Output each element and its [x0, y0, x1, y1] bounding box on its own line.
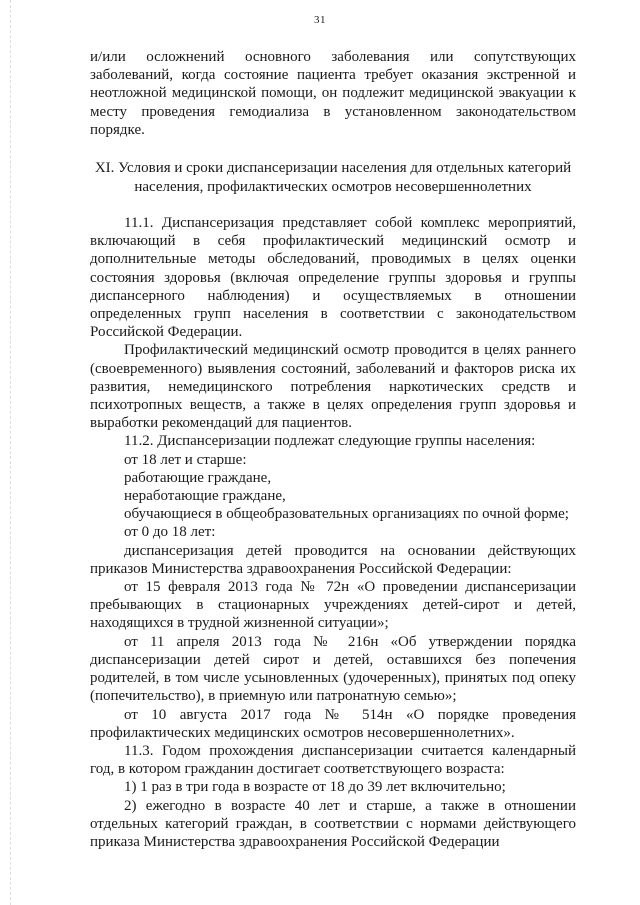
list-item-2: 2) ежегодно в возрасте 40 лет и старше, а также в отношении отдельных категорий граждан, в соответствии с нормами действующего приказа Министерства здравоохранения Российской Федерации [90, 797, 576, 850]
paragraph-preventive-exam: Профилактический медицинский осмотр проводится в целях раннего (своевременного) выявления состояний, заболеваний и факторов риска их развития, немедицинского потребления наркотических средств и психотропных веществ, а также в целях определения групп здоровья и выработки рекомендаций для пациентов. [90, 342, 576, 432]
section-heading [90, 159, 576, 196]
paragraph-11-1: 11.1. Диспансеризация представляет собой комплекс мероприятий, включающий в себя профилактический медицинский осмотр и дополнительные методы обследований, проводимых в целях оценки состояния здоровья (включая определение группы здоровья и группы диспансерного наблюдения) и осуществляемых в отношении определенных групп населения в соответствии с законодательством Российской Федерации. [90, 215, 576, 341]
list-item-0-18: от 0 до 18 лет: [124, 524, 216, 541]
paragraph-order-72n: от 15 февраля 2013 года № 72н «О проведении диспансеризации пребывающих в стационарных учреждениях детей-сирот и детей, находящихся в трудной жизненной ситуации»; [90, 579, 576, 632]
list-item-working: работающие граждане, [124, 469, 272, 486]
paragraph-11-3: 11.3. Годом прохождения диспансеризации считается календарный год, в котором гражданин достигает соответствующего возраста: [90, 742, 576, 778]
list-item-18-plus: от 18 лет и старше: [124, 451, 247, 468]
paragraph-11-2: 11.2. Диспансеризации подлежат следующие группы населения: [124, 433, 536, 450]
section-title-line-1: XI. Условия и сроки диспансеризации населения для отдельных категорий [94, 160, 572, 177]
page-number: 31 [314, 14, 326, 26]
continuation-paragraph: и/или осложнений основного заболевания или сопутствующих заболеваний, когда состояние пациента требует оказания экстренной и неотложной медицинской помощи, он подлежит медицинской эвакуации к месту проведения гемодиализа в установленном законодательством порядке. [90, 49, 576, 138]
list-item-nonworking: неработающие граждане, [124, 488, 286, 505]
section-title-line-2: населения, профилактических осмотров несовершеннолетних [134, 178, 532, 195]
paragraph-order-514n: от 10 августа 2017 года № 514н «О порядке проведения профилактических медицинских осмотров несовершеннолетних». [90, 706, 576, 741]
list-item-students: обучающиеся в общеобразовательных организациях по очной форме; [124, 506, 569, 523]
paragraph-order-216n: от 11 апреля 2013 года № 216н «Об утверждении порядка диспансеризации детей сирот и детей, оставшихся без попечения родителей, в том числе усыновленных (удочеренных), принятых под опеку (попечительство), в приемную или патронатную семью»; [90, 633, 576, 705]
list-item-1: 1) 1 раз в три года в возрасте от 18 до 39 лет включительно; [124, 779, 506, 796]
page-content [90, 48, 576, 851]
paragraph-children: диспансеризация детей проводится на основании действующих приказов Министерства здравоохранения Российской Федерации: [90, 542, 576, 577]
